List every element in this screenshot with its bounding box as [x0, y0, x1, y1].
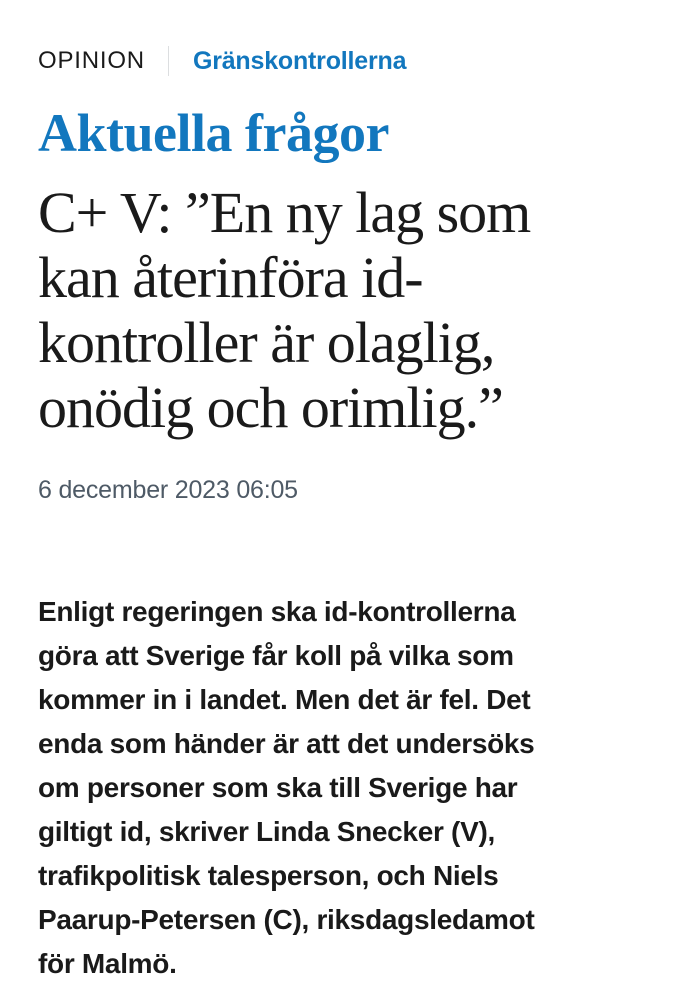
lead-line: giltigt id, skriver Linda Snecker (V),	[38, 816, 495, 847]
title-line: kan återinföra id-	[38, 245, 423, 310]
lead-line: enda som händer är att det undersöks	[38, 728, 535, 759]
lead-line: trafikpolitisk talesperson, och Niels	[38, 860, 499, 891]
lead-line: göra att Sverige får koll på vilka som	[38, 640, 514, 671]
article-lead	[38, 590, 657, 986]
lead-line: Enligt regeringen ska id-kontrollerna	[38, 596, 516, 627]
vignette-heading[interactable]: Aktuella frågor	[38, 103, 389, 163]
lead-line: om personer som ska till Sverige har	[38, 772, 518, 803]
topic-link-granskontrollerna[interactable]: Gränskontrollerna	[192, 46, 407, 75]
lead-line: för Malmö.	[38, 948, 177, 979]
title-line: C+ V: ”En ny lag som	[38, 180, 531, 245]
article-title	[38, 180, 657, 440]
section-label-opinion[interactable]: OPINION	[38, 47, 145, 74]
title-line: kontroller är olaglig,	[38, 310, 495, 375]
title-line: onödig och orimlig.”	[38, 375, 503, 440]
kicker-divider	[168, 46, 169, 76]
breadcrumb	[38, 45, 657, 77]
publish-date: 6 december 2023 06:05	[38, 476, 298, 504]
lead-line: kommer in i landet. Men det är fel. Det	[38, 684, 531, 715]
lead-line: Paarup-Petersen (C), riksdagsledamot	[38, 904, 535, 935]
